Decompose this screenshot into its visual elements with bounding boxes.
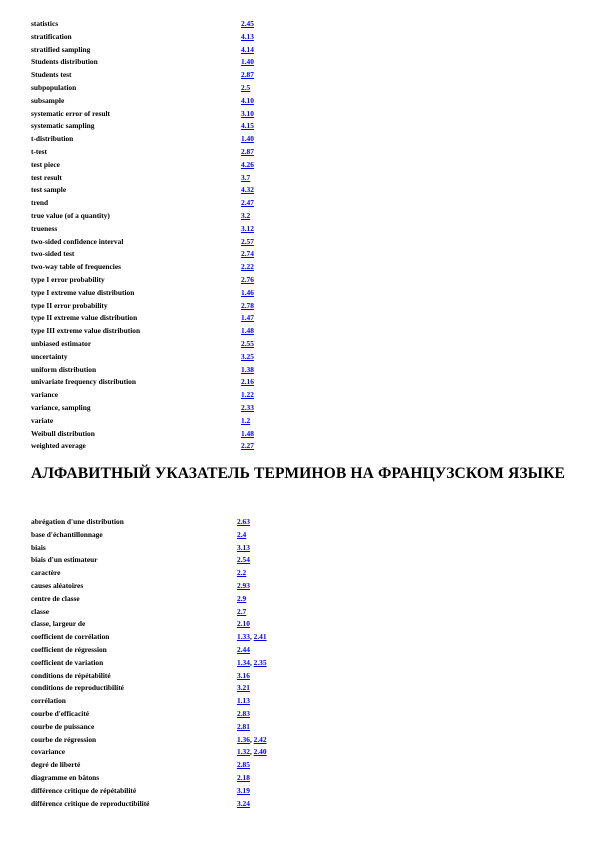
index-references <box>241 120 254 133</box>
index-references <box>241 31 254 44</box>
reference-separator: , <box>249 734 254 744</box>
reference-separator: , <box>249 657 254 667</box>
reference-link[interactable]: 2.41 <box>253 632 267 642</box>
index-references <box>237 657 267 670</box>
index-references <box>241 312 254 325</box>
index-term: centre de classe <box>31 593 80 603</box>
index-term: coefficient de corrélation <box>31 632 110 642</box>
index-term: trend <box>31 198 49 208</box>
index-references <box>241 184 254 197</box>
index-references <box>241 376 254 389</box>
reference-link[interactable]: 2.83 <box>237 708 250 718</box>
reference-link[interactable]: 2.7 <box>237 606 247 616</box>
index-term: type I extreme value distribution <box>31 287 135 297</box>
index-term: biais d'un estimateur <box>31 555 98 565</box>
index-term: Weibull distribution <box>31 428 95 438</box>
index-term: two-sided confidence interval <box>31 236 124 246</box>
reference-link[interactable]: 2.63 <box>237 517 250 526</box>
index-references <box>241 325 254 338</box>
index-term: two-sided test <box>31 249 75 259</box>
index-references <box>241 108 254 121</box>
reference-link[interactable]: 1.13 <box>237 696 250 706</box>
index-references <box>237 554 250 567</box>
reference-link[interactable]: 2.93 <box>237 580 250 590</box>
index-references <box>237 542 250 555</box>
index-term: biais <box>31 542 46 552</box>
reference-link[interactable]: 2.2 <box>237 568 247 578</box>
reference-link[interactable]: 2.40 <box>253 747 267 757</box>
reference-link[interactable]: 3.19 <box>237 785 250 795</box>
index-term: caractère <box>31 568 61 578</box>
reference-link[interactable]: 3.25 <box>241 351 254 361</box>
index-term: classe <box>31 606 50 616</box>
index-references <box>241 210 250 223</box>
index-references <box>237 772 250 785</box>
index-term: test sample <box>31 185 67 195</box>
index-references <box>237 734 267 747</box>
reference-link[interactable]: 1.46 <box>241 287 254 297</box>
index-term: type II error probability <box>31 300 108 310</box>
index-term: test piece <box>31 159 60 169</box>
index-references <box>241 56 254 69</box>
index-references <box>237 759 250 772</box>
index-term: différence critique de reproductibilité <box>31 798 150 808</box>
reference-separator: , <box>249 632 254 642</box>
reference-link[interactable]: 1.38 <box>241 364 254 374</box>
reference-link[interactable]: 3.7 <box>241 172 251 182</box>
index-references <box>241 287 254 300</box>
reference-link[interactable]: 2.16 <box>241 377 254 387</box>
index-term: univariate frequency distribution <box>31 377 136 387</box>
reference-link[interactable]: 2.54 <box>237 555 250 565</box>
reference-link[interactable]: 1.48 <box>241 326 254 336</box>
reference-link[interactable]: 4.32 <box>241 185 254 195</box>
reference-separator: , <box>249 747 254 757</box>
index-term: two-way table of frequencies <box>31 262 121 272</box>
index-term: causes aléatoires <box>31 580 84 590</box>
index-references <box>241 197 254 210</box>
reference-link[interactable]: 2.78 <box>241 300 254 310</box>
index-references <box>241 402 254 415</box>
index-term: courbe de puissance <box>31 721 95 731</box>
reference-link[interactable]: 4.13 <box>241 31 254 41</box>
index-references <box>237 682 250 695</box>
reference-link[interactable]: 3.24 <box>237 798 250 808</box>
reference-link[interactable]: 1.40 <box>241 134 254 144</box>
index-term: uncertainty <box>31 351 68 361</box>
index-references <box>237 593 246 606</box>
index-term: diagramme en bâtons <box>31 772 100 782</box>
index-references <box>241 146 254 159</box>
reference-link[interactable]: 1.32 <box>237 747 250 757</box>
reference-link[interactable]: 3.13 <box>237 542 250 552</box>
index-references <box>241 261 254 274</box>
index-term: subsample <box>31 95 65 105</box>
reference-link[interactable]: 1.34 <box>237 657 250 667</box>
reference-link[interactable]: 3.16 <box>237 670 250 680</box>
index-references <box>241 300 254 313</box>
index-term: base d'échantillonnage <box>31 529 103 539</box>
index-term: type I error probability <box>31 274 105 284</box>
index-term: courbe de régression <box>31 734 97 744</box>
reference-link[interactable]: 2.10 <box>237 619 250 629</box>
reference-link[interactable]: 3.21 <box>237 683 250 693</box>
reference-link[interactable]: 2.27 <box>241 441 254 451</box>
reference-link[interactable]: 2.87 <box>241 146 254 156</box>
index-term: variance <box>31 390 59 400</box>
index-term: différence critique de répétabilité <box>31 785 137 795</box>
reference-link[interactable]: 2.55 <box>241 338 254 348</box>
reference-link[interactable]: 4.26 <box>241 159 254 169</box>
index-references <box>241 18 254 31</box>
index-references <box>237 695 250 708</box>
index-references <box>237 580 250 593</box>
index-term: covariance <box>31 747 66 757</box>
index-references <box>241 172 250 185</box>
index-term: type III extreme value distribution <box>31 326 141 336</box>
index-term: corrélation <box>31 696 66 706</box>
reference-link[interactable]: 2.44 <box>237 644 250 654</box>
index-term: variance, sampling <box>31 402 91 412</box>
index-references <box>237 785 250 798</box>
index-references <box>241 389 254 402</box>
reference-link[interactable]: 2.5 <box>241 82 251 92</box>
index-term: systematic sampling <box>31 121 95 131</box>
index-references <box>241 440 254 453</box>
reference-link[interactable]: 2.22 <box>241 262 254 272</box>
reference-link[interactable]: 2.9 <box>237 593 247 603</box>
index-term: Students test <box>31 70 72 80</box>
index-references <box>237 529 246 542</box>
index-term: unbiased estimator <box>31 338 92 348</box>
index-term: trueness <box>31 223 58 233</box>
index-term: statistics <box>31 19 59 28</box>
index-references <box>241 428 254 441</box>
index-term: coefficient de variation <box>31 657 104 667</box>
index-references <box>241 44 254 57</box>
index-term: Students distribution <box>31 57 98 67</box>
index-references <box>237 746 267 759</box>
reference-link[interactable]: 2.76 <box>241 274 254 284</box>
reference-link[interactable]: 1.47 <box>241 313 254 323</box>
index-term: coefficient de régression <box>31 644 107 654</box>
index-references <box>241 159 254 172</box>
index-references <box>241 274 254 287</box>
index-references <box>237 644 250 657</box>
reference-link[interactable]: 1.22 <box>241 390 254 400</box>
index-references <box>241 338 254 351</box>
index-references <box>241 236 254 249</box>
index-term: type II extreme value distribution <box>31 313 138 323</box>
reference-link[interactable]: 2.87 <box>241 70 254 80</box>
reference-link[interactable]: 2.74 <box>241 249 254 259</box>
index-references <box>241 351 254 364</box>
reference-link[interactable]: 1.2 <box>241 415 251 425</box>
reference-link[interactable]: 4.10 <box>241 95 254 105</box>
index-term: stratification <box>31 31 72 41</box>
reference-link[interactable]: 4.15 <box>241 121 254 131</box>
index-term: stratified sampling <box>31 44 91 54</box>
index-term: courbe d'efficacité <box>31 708 90 718</box>
reference-link[interactable]: 2.85 <box>237 760 250 770</box>
reference-link[interactable]: 3.10 <box>241 108 254 118</box>
index-term: conditions de reproductibilité <box>31 683 124 693</box>
reference-link[interactable]: 2.33 <box>241 402 254 412</box>
reference-link[interactable]: 2.45 <box>241 19 254 28</box>
index-references <box>237 670 250 683</box>
index-references <box>237 721 250 734</box>
reference-link[interactable]: 1.33 <box>237 632 250 642</box>
reference-link[interactable]: 1.40 <box>241 57 254 67</box>
index-references <box>237 708 250 721</box>
index-references <box>241 248 254 261</box>
index-references <box>241 415 250 428</box>
index-references <box>237 618 250 631</box>
index-term: t-distribution <box>31 134 74 144</box>
reference-link[interactable]: 3.2 <box>241 210 251 220</box>
index-term: weighted average <box>31 441 86 451</box>
index-references <box>237 631 267 644</box>
index-term: test result <box>31 172 62 182</box>
reference-link[interactable]: 2.42 <box>253 734 267 744</box>
index-references <box>241 95 254 108</box>
reference-link[interactable]: 2.18 <box>237 772 250 782</box>
index-references <box>237 606 246 619</box>
reference-link[interactable]: 2.47 <box>241 198 254 208</box>
index-references <box>241 82 250 95</box>
index-references <box>241 69 254 82</box>
reference-link[interactable]: 1.36 <box>237 734 250 744</box>
index-term: variate <box>31 415 54 425</box>
index-term: t-test <box>31 146 48 156</box>
index-references <box>237 567 246 580</box>
reference-link[interactable]: 2.4 <box>237 529 247 539</box>
index-references <box>241 223 254 236</box>
index-term: true value (of a quantity) <box>31 210 110 220</box>
index-term: conditions de répétabilité <box>31 670 111 680</box>
index-term: classe, largeur de <box>31 619 86 629</box>
section-heading-french-index: АЛФАВИТНЫЙ УКАЗАТЕЛЬ ТЕРМИНОВ НА ФРАНЦУЗСКОМ ЯЗЫКЕ <box>31 465 565 482</box>
index-term: uniform distribution <box>31 364 97 374</box>
index-term: abrégation d'une distribution <box>31 517 124 526</box>
index-references <box>237 516 250 529</box>
reference-link[interactable]: 2.81 <box>237 721 250 731</box>
index-term: degré de liberté <box>31 760 81 770</box>
index-term: subpopulation <box>31 82 77 92</box>
index-references <box>241 133 254 146</box>
reference-link[interactable]: 2.57 <box>241 236 254 246</box>
reference-link[interactable]: 3.12 <box>241 223 254 233</box>
reference-link[interactable]: 2.35 <box>253 657 267 667</box>
reference-link[interactable]: 4.14 <box>241 44 254 54</box>
index-references <box>241 364 254 377</box>
reference-link[interactable]: 1.48 <box>241 428 254 438</box>
index-term: systematic error of result <box>31 108 111 118</box>
index-references <box>237 798 250 811</box>
